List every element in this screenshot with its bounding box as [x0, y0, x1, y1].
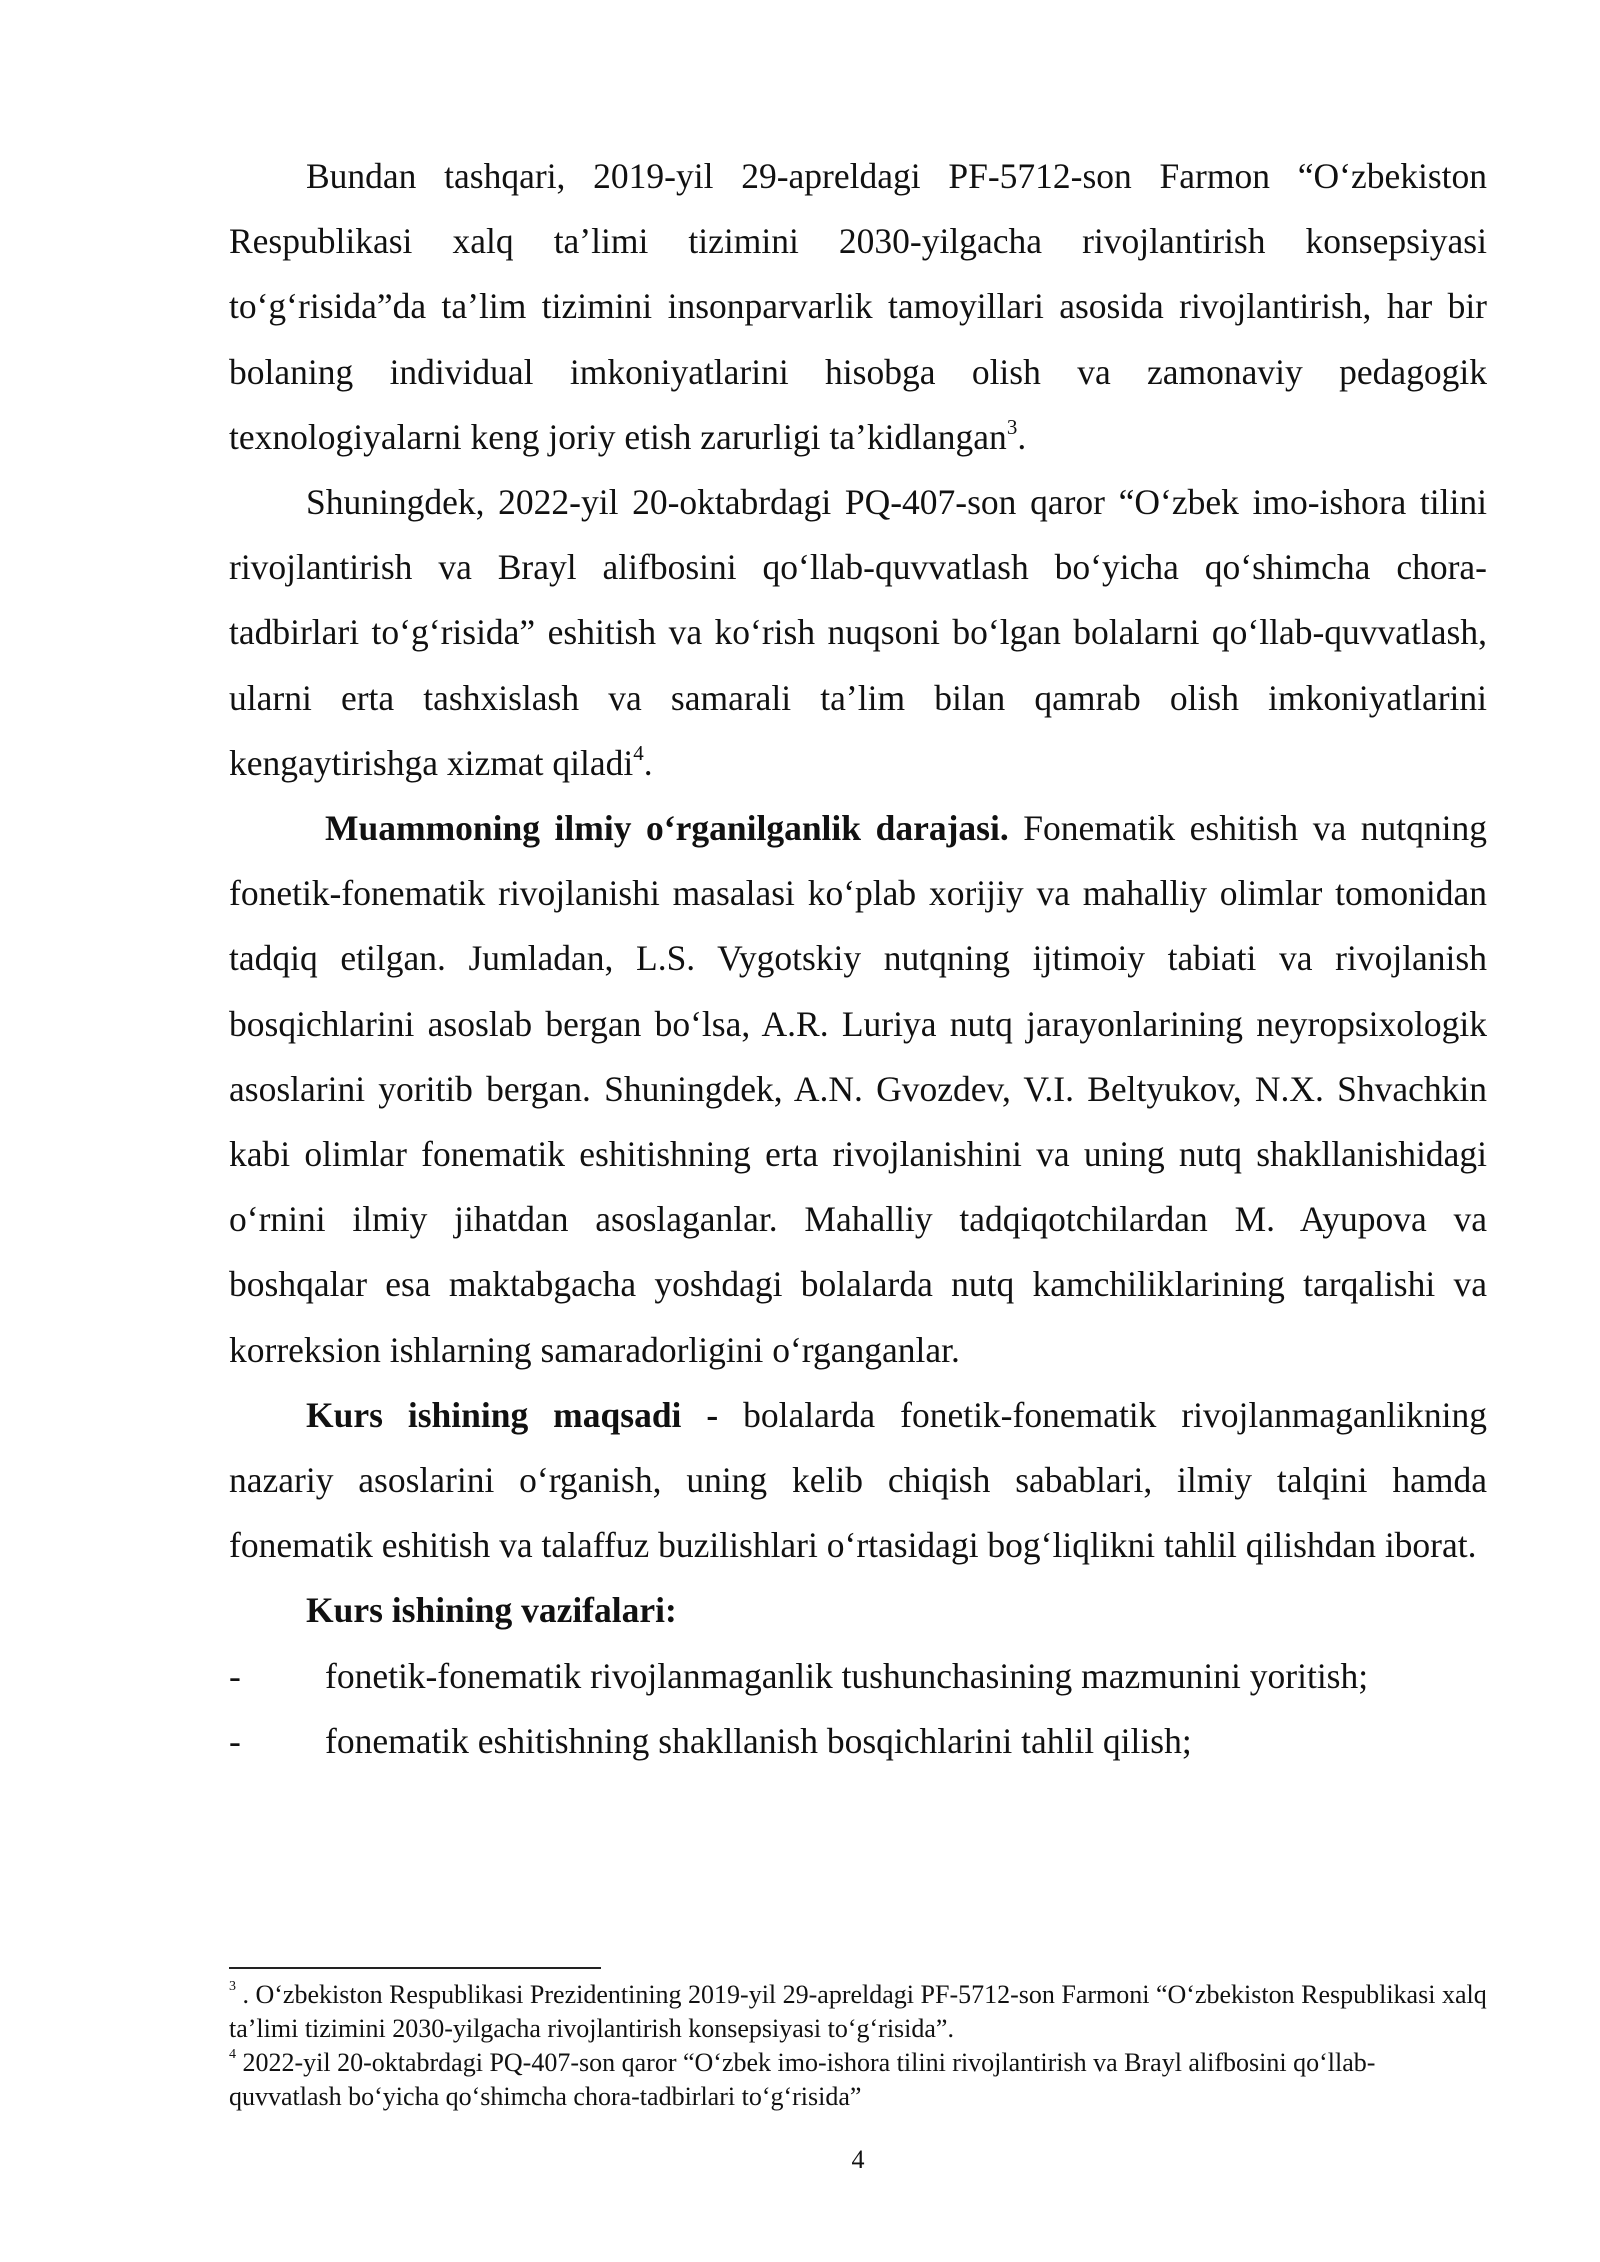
paragraph-text: bolalarda fonetik-fonematik rivojlanmaganlikning nazariy asoslarini oʻrganish, uning kelib chiqish sabablari, ilmiy talqini hamda fonematik eshitish va talaffuz buzilishlari oʻrtasidagi bogʻliqlikni tahlil qilishdan iborat. [229, 1394, 1487, 1566]
footnote-reference: 4 [633, 741, 644, 765]
footnote-text: . Oʻzbekiston Respublikasi Prezidentining 2019-yil 29-apreldagi PF-5712-son Farmoni “Oʻzbekiston Respublikasi xalq taʼlimi tizimini 2030-yilgacha rivojlantirish konsepsiyasi toʻgʻrisida”. [229, 1980, 1487, 2043]
section-heading-study-level: Muammoning ilmiy oʻrganilganlik darajasi. [325, 808, 1009, 849]
list-item-text: fonematik eshitishning shakllanish bosqichlarini tahlil qilish; [325, 1720, 1192, 1761]
list-item [229, 1709, 1487, 1774]
paragraph-study-level [229, 796, 1487, 1383]
list-bullet: - [229, 1720, 241, 1761]
footnote-text: 2022-yil 20-oktabrdagi PQ-407-son qaror “Oʻzbek imo-ishora tilini rivojlantirish va Brayl alifbosini qoʻllab-quvvatlash boʻyicha qoʻshimcha chora-tadbirlari toʻgʻrisida” [229, 2048, 1376, 2111]
tasks-heading [229, 1578, 1487, 1643]
list-bullet: - [229, 1655, 241, 1696]
footnote-3 [229, 1978, 1487, 2046]
paragraph-text: Shuningdek, 2022-yil 20-oktabrdagi PQ-407-son qaror “Oʻzbek imo-ishora tilini rivojlantirish va Brayl alifbosini qoʻllab-quvvatlash boʻyicha qoʻshimcha chora-tadbirlari toʻgʻrisida” eshitish va koʻrish nuqsoni boʻlgan bolalarni qoʻllab-quvvatlash, ularni erta tashxislash va samarali taʼlim bilan qamrab olish imkoniyatlarini kengaytirishga xizmat qiladi [229, 482, 1487, 783]
main-text [229, 144, 1487, 1774]
paragraph-decree-pf5712 [229, 144, 1487, 470]
list-item-text: fonetik-fonematik rivojlanmaganlik tushunchasining mazmunini yoritish; [325, 1655, 1369, 1696]
paragraph-goal [229, 1383, 1487, 1579]
footnote-divider [229, 1967, 601, 1969]
footnote-reference: 3 [1006, 414, 1018, 439]
footnote-4 [229, 2046, 1487, 2114]
paragraph-tail: . [1017, 416, 1027, 457]
section-heading-goal: Kurs ishining maqsadi - [306, 1394, 719, 1435]
footnote-mark: 3 [229, 1979, 236, 1995]
paragraph-text: Fonematik eshitish va nutqning fonetik-fonematik rivojlanishi masalasi koʻplab xorijiy va mahalliy olimlar tomonidan tadqiq etilgan. Jumladan, L.S. Vygotskiy nutqning ijtimoiy tabiati va rivojlanish bosqichlarini asoslab bergan boʻlsa, A.R. Luriya nutq jarayonlarining neyropsixologik asoslarini yoritib bergan. Shuningdek, A.N. Gvozdev, V.I. Beltyukov, N.X. Shvachkin kabi olimlar fonematik eshitishning erta rivojlanishini va uning nutq shakllanishidagi oʻrnini ilmiy jihatdan asoslaganlar. Mahalliy tadqiqotchilardan M. Ayupova va boshqalar esa maktabgacha yoshdagi bolalarda nutq kamchiliklarining tarqalishi va korreksion ishlarning samaradorligini oʻrganganlar. [229, 808, 1487, 1370]
page-number: 4 [851, 2145, 865, 2174]
paragraph-text: Bundan tashqari, 2019-yil 29-apreldagi PF-5712-son Farmon “Oʻzbekiston Respublikasi xalq taʼlimi tizimini 2030-yilgacha rivojlantirish konsepsiyasi toʻgʻrisida”da taʼlim tizimini insonparvarlik tamoyillari asosida rivojlantirish, har bir bolaning individual imkoniyatlarini hisobga olish va zamonaviy pedagogik texnologiyalarni keng joriy etish zarurligi taʼkidlangan [229, 156, 1487, 457]
footnotes [229, 1978, 1487, 2114]
paragraph-tail: . [643, 742, 653, 783]
paragraph-decision-pq407 [229, 470, 1487, 796]
section-heading-tasks: Kurs ishining vazifalari: [306, 1590, 677, 1631]
list-item [229, 1644, 1487, 1709]
footnote-mark: 4 [229, 2047, 236, 2063]
